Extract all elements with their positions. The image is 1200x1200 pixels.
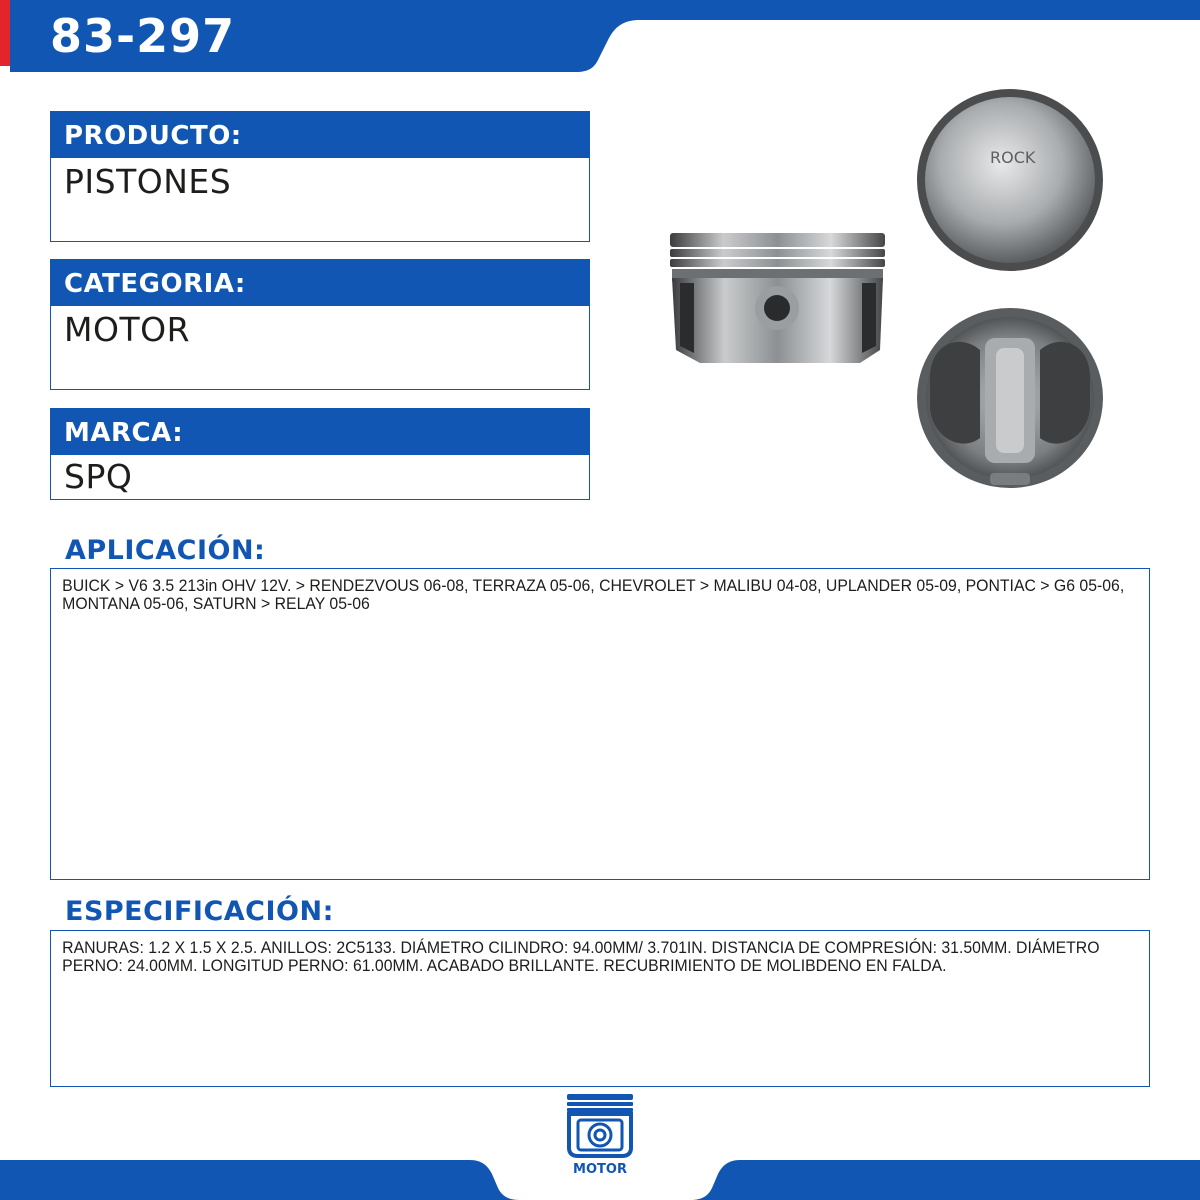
- category-field: [50, 259, 590, 390]
- specification-box: [50, 930, 1150, 1087]
- application-box: [50, 568, 1150, 880]
- engine-piston-icon: [560, 1090, 640, 1160]
- motor-category-badge: [560, 1090, 640, 1180]
- product-value: PISTONES: [64, 162, 232, 201]
- product-images: [660, 88, 1120, 508]
- brand-field: [50, 408, 590, 500]
- product-label: PRODUCTO:: [51, 112, 589, 158]
- crown-marking: ROCK: [990, 148, 1036, 167]
- motor-badge-label: MOTOR: [573, 1162, 627, 1177]
- brand-value: SPQ: [64, 457, 133, 496]
- brand-label: MARCA:: [51, 409, 589, 455]
- category-label: CATEGORIA:: [51, 260, 589, 306]
- piston-top-photo: [917, 89, 1103, 271]
- category-value: MOTOR: [64, 310, 191, 349]
- piston-bottom-photo: [917, 308, 1103, 488]
- product-field: [50, 111, 590, 242]
- specification-text: RANURAS: 1.2 X 1.5 X 2.5. ANILLOS: 2C5133. DIÁMETRO CILINDRO: 94.00MM/ 3.701IN. DISTANCIA DE COMPRESIÓN: 31.50MM. DIÁMETRO PERNO: 24.00MM. LONGITUD PERNO: 61.00MM. ACABADO BRILLANTE. RECUBRIMIENTO DE MOLIBDENO EN FALDA.: [62, 938, 1100, 975]
- piston-side-photo: [670, 233, 885, 363]
- specification-title: ESPECIFICACIÓN:: [65, 896, 334, 927]
- application-text: BUICK > V6 3.5 213in OHV 12V. > RENDEZVOUS 06-08, TERRAZA 05-06, CHEVROLET > MALIBU 04-08, UPLANDER 05-09, PONTIAC > G6 05-06, MONTANA 05-06, SATURN > RELAY 05-06: [62, 576, 1125, 613]
- application-title: APLICACIÓN:: [65, 535, 266, 566]
- part-number: 83-297: [50, 9, 236, 63]
